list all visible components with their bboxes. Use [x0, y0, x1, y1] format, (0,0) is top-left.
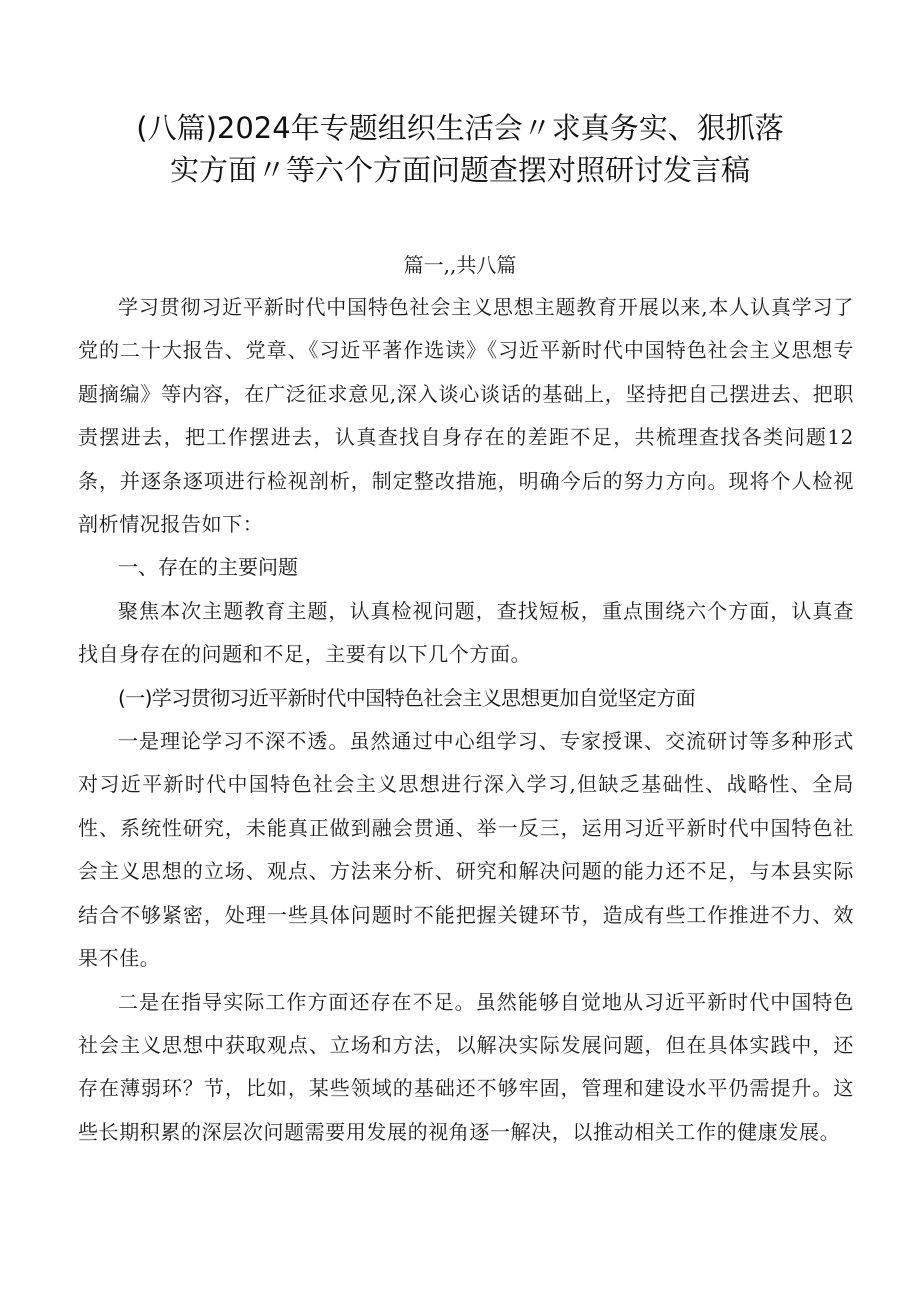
section-heading-main-problems: 一、存在的主要问题 — [118, 555, 298, 580]
document-body — [78, 286, 854, 1154]
subsection-heading-study: (一)学习贯彻习近平新时代中国特色社会主义思想更加自觉坚定方面 — [118, 685, 696, 710]
paragraph-intro: 学习贯彻习近平新时代中国特色社会主义思想主题教育开展以来,本人认真学习了党的二十大报告、党章、《习近平著作选读》《习近平新时代中国特色社会主义思想专题摘编》等内容，在广泛征求意见,深入谈心谈话的基础上，坚持把自己摆进去、把职责摆进去，把工作摆进去，认真查找自身存在的差距不足，共梳理查找各类问题12条，并逐条逐项进行检视剖析，制定整改措施，明确今后的努力方向。现将个人检视剖析情况报告如下： — [78, 295, 854, 537]
title-line-2: 实方面〃等六个方面问题查摆对照研讨发言稿 — [169, 153, 750, 187]
title-line-1: (八篇)2024年专题组织生活会〃求真务实、狠抓落 — [136, 111, 784, 145]
paragraph-theory-study: 一是理论学习不深不透。虽然通过中心组学习、专家授课、交流研讨等多种形式对习近平新时代中国特色社会主义思想进行深入学习,但缺乏基础性、战略性、全局性、系统性研究，未能真正做到融会贯通、举一反三，运用习近平新时代中国特色社会主义思想的立场、观点、方法来分析、研究和解决问题的能力还不足，与本县实际结合不够紧密，处理一些具体问题时不能把握关键环节，造成有些工作推进不力、效果不佳。 — [78, 729, 854, 971]
paragraph-focus: 聚焦本次主题教育主题，认真检视问题，查找短板，重点围绕六个方面，认真查找自身存在的问题和不足，主要有以下几个方面。 — [78, 598, 854, 667]
document-subtitle: 篇一,,共八篇 — [403, 253, 517, 277]
paragraph-practice-guidance: 二是在指导实际工作方面还存在不足。虽然能够自觉地从习近平新时代中国特色社会主义思想中获取观点、立场和方法，以解决实际发展问题，但在具体实践中，还存在薄弱环？节，比如，某些领域的基础还不够牢固，管理和建设水平仍需提升。这些长期积累的深层次问题需要用发展的视角逐一解决，以推动相关工作的健康发展。 — [78, 989, 854, 1144]
document-title — [100, 107, 820, 191]
